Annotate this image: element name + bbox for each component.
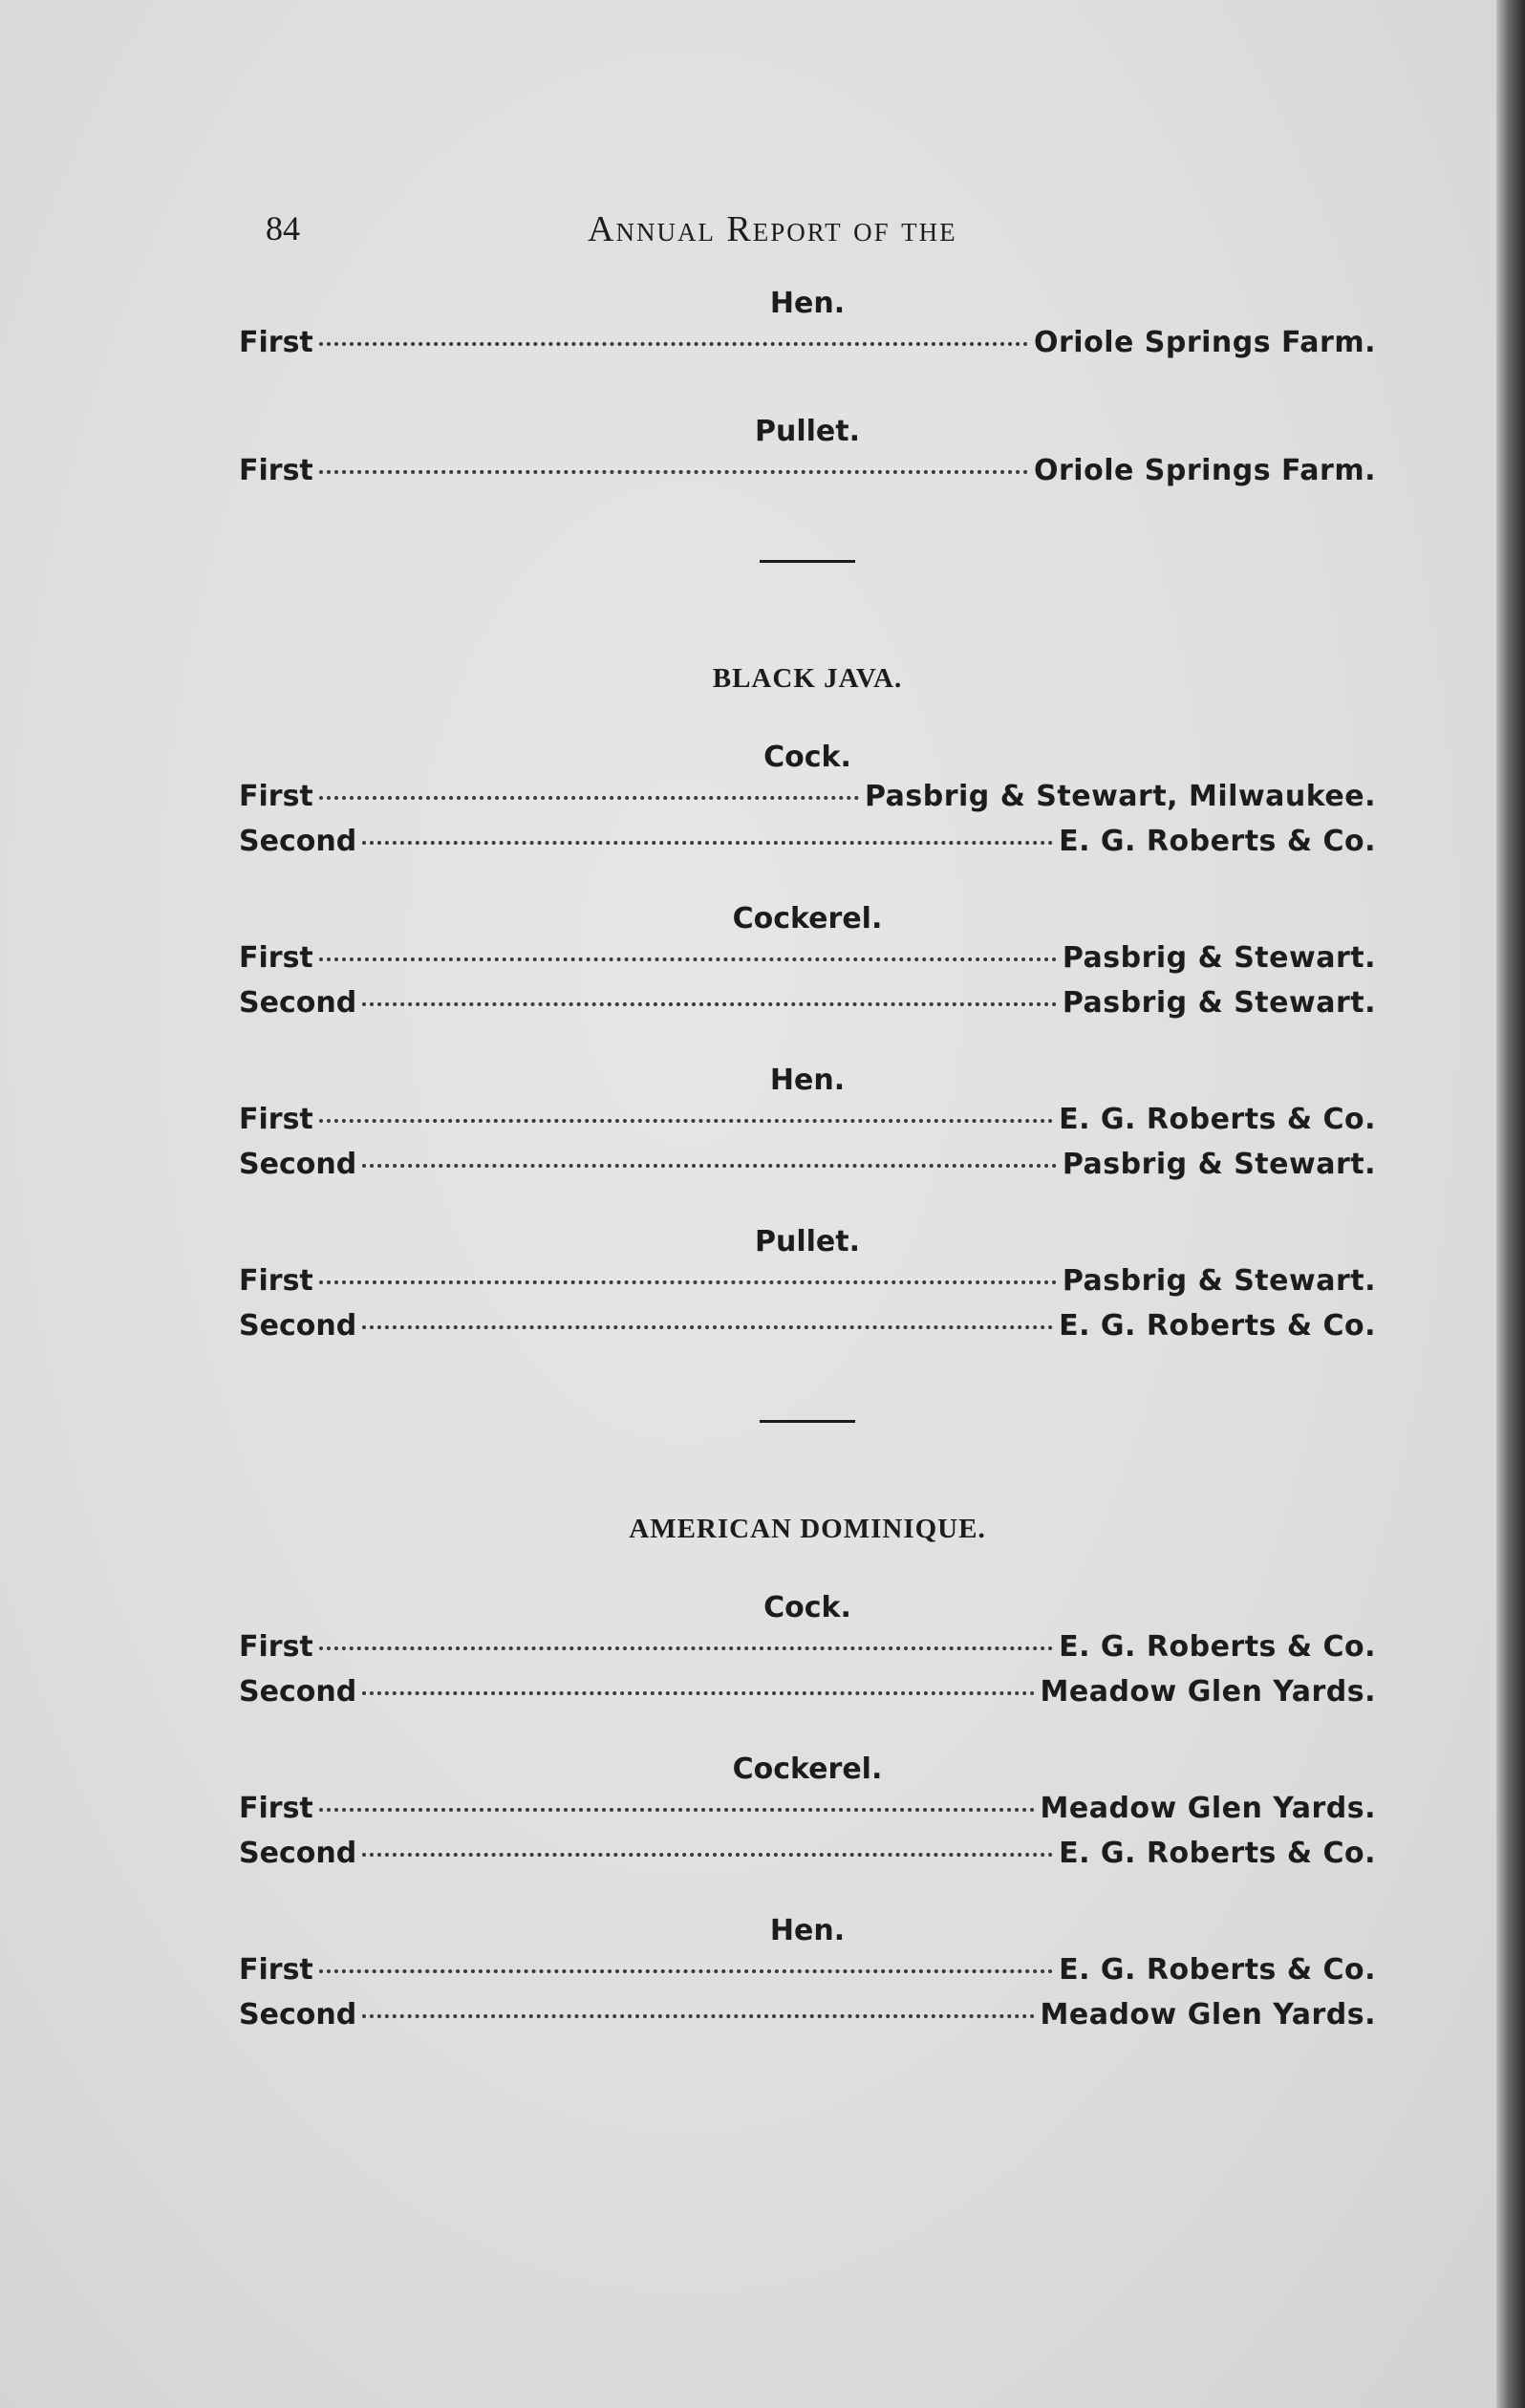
running-title: Annual Report of the — [588, 209, 957, 249]
award-entry — [239, 320, 1376, 365]
award-place: First — [239, 454, 313, 487]
class-heading: Cockerel. — [732, 1752, 883, 1786]
section-divider — [760, 1420, 855, 1423]
award-winner: E. G. Roberts & Co. — [1059, 1837, 1376, 1870]
dot-leader — [362, 841, 1053, 845]
award-place: First — [239, 1264, 313, 1298]
page-header — [258, 208, 1385, 266]
class-heading: Cockerel. — [732, 902, 883, 935]
award-winner: Pasbrig & Stewart. — [1062, 1148, 1376, 1181]
class-heading: Hen. — [769, 287, 846, 320]
page-number: 84 — [266, 209, 300, 247]
award-winner: Pasbrig & Stewart, Milwaukee. — [864, 780, 1376, 813]
award-place: Second — [239, 1675, 357, 1709]
class-heading: Hen. — [769, 1064, 846, 1097]
class-block — [239, 1752, 1376, 1876]
dot-leader — [319, 957, 1057, 961]
award-winner: E. G. Roberts & Co. — [1059, 1103, 1376, 1136]
class-heading: Pullet. — [755, 1225, 860, 1258]
award-entry — [239, 980, 1376, 1025]
award-entry — [239, 1831, 1376, 1876]
award-place: First — [239, 326, 313, 359]
award-winner: Pasbrig & Stewart. — [1062, 1264, 1376, 1298]
award-place: Second — [239, 1998, 357, 2032]
class-block — [239, 1225, 1376, 1348]
award-entry — [239, 1097, 1376, 1142]
award-place: Second — [239, 1148, 357, 1181]
award-entry — [239, 1303, 1376, 1348]
award-entry — [239, 448, 1376, 493]
award-entry — [239, 774, 1376, 819]
dot-leader — [319, 470, 1028, 474]
award-winner: Oriole Springs Farm. — [1034, 326, 1376, 359]
class-heading: Hen. — [769, 1914, 846, 1947]
class-block — [239, 1914, 1376, 2037]
award-winner: Meadow Glen Yards. — [1040, 1675, 1376, 1709]
dot-leader — [362, 1164, 1057, 1168]
dot-leader — [362, 1002, 1057, 1006]
dot-leader — [319, 1808, 1035, 1812]
award-winner: Oriole Springs Farm. — [1034, 454, 1376, 487]
award-entry — [239, 1669, 1376, 1714]
award-place: First — [239, 1792, 313, 1825]
award-winner: E. G. Roberts & Co. — [1059, 825, 1376, 858]
class-block — [239, 415, 1376, 493]
award-place: Second — [239, 1309, 357, 1343]
class-block — [239, 741, 1376, 864]
dot-leader — [319, 342, 1028, 346]
award-winner: Pasbrig & Stewart. — [1062, 986, 1376, 1020]
dot-leader — [362, 1325, 1053, 1329]
award-entry — [239, 1992, 1376, 2037]
page-content — [239, 287, 1376, 2037]
award-place: Second — [239, 1837, 357, 1870]
award-place: Second — [239, 986, 357, 1020]
class-block — [239, 287, 1376, 365]
dot-leader — [319, 1646, 1053, 1650]
dot-leader — [362, 2014, 1034, 2018]
class-heading: Pullet. — [755, 415, 860, 448]
award-entry — [239, 1624, 1376, 1669]
award-entry — [239, 1786, 1376, 1831]
class-block — [239, 1064, 1376, 1187]
award-winner: E. G. Roberts & Co. — [1059, 1953, 1376, 1987]
award-entry — [239, 1142, 1376, 1187]
award-place: First — [239, 941, 313, 975]
award-winner: E. G. Roberts & Co. — [1059, 1630, 1376, 1664]
breed-heading: AMERICAN DOMINIQUE. — [629, 1514, 986, 1544]
award-place: Second — [239, 825, 357, 858]
award-place: First — [239, 1953, 313, 1987]
award-winner: Pasbrig & Stewart. — [1062, 941, 1376, 975]
award-entry — [239, 1947, 1376, 1992]
class-heading: Cock. — [763, 741, 851, 774]
breed-heading: BLACK JAVA. — [712, 663, 903, 694]
class-block — [239, 902, 1376, 1025]
award-entry — [239, 1258, 1376, 1303]
award-winner: E. G. Roberts & Co. — [1059, 1309, 1376, 1343]
class-heading: Cock. — [763, 1591, 851, 1624]
dot-leader — [319, 796, 859, 800]
dot-leader — [362, 1853, 1053, 1857]
award-place: First — [239, 780, 313, 813]
dot-leader — [362, 1691, 1034, 1695]
class-block — [239, 1591, 1376, 1714]
dot-leader — [319, 1969, 1053, 1973]
award-place: First — [239, 1103, 313, 1136]
award-entry — [239, 935, 1376, 980]
dot-leader — [319, 1119, 1053, 1123]
award-place: First — [239, 1630, 313, 1664]
award-winner: Meadow Glen Yards. — [1040, 1792, 1376, 1825]
dot-leader — [319, 1280, 1057, 1284]
section-divider — [760, 560, 855, 563]
award-entry — [239, 819, 1376, 864]
award-winner: Meadow Glen Yards. — [1040, 1998, 1376, 2032]
page-binding-edge — [1496, 0, 1525, 2408]
